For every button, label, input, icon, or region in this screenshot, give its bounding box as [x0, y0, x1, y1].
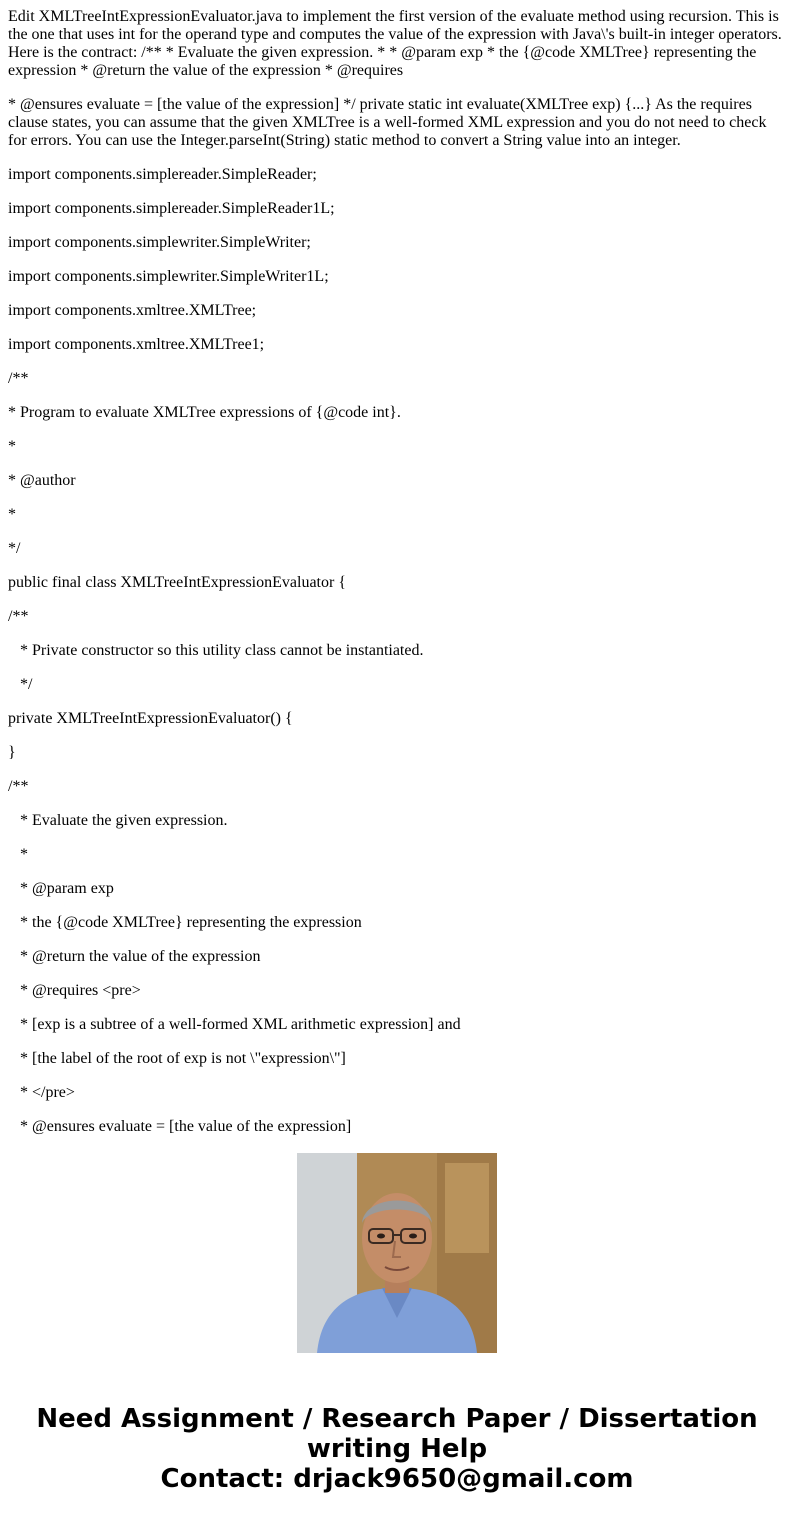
code-line: import components.xmltree.XMLTree1; [8, 336, 265, 353]
code-line: import components.simplereader.SimpleReader1L; [8, 200, 335, 217]
promo-contact: Contact: drjack9650@gmail.com [160, 1464, 634, 1494]
intro-paragraph-2: * @ensures evaluate = [the value of the expression] */ private static int evaluate(XMLTree exp) {...} As the requires clause states, you can assume that the given XMLTree is a well-formed XML expression and you do not need to check for errors. You can use the Integer.parseInt(String) static method to convert a String value into an integer. [8, 96, 771, 149]
code-line: * Program to evaluate XMLTree expressions of {@code int}. [8, 404, 401, 421]
code-line: */ [8, 676, 33, 693]
promo-line-1: Need Assignment / Research Paper / Dissertation [36, 1404, 758, 1434]
code-line: * </pre> [8, 1084, 75, 1101]
avatar [297, 1153, 497, 1353]
avatar-portrait-image [297, 1153, 497, 1353]
code-line: * @ensures evaluate = [the value of the expression] [8, 1118, 352, 1135]
code-line: * [the label of the root of exp is not \"expression\"] [8, 1050, 346, 1067]
code-line: * Evaluate the given expression. [8, 812, 228, 829]
question-text [8, 8, 786, 1135]
code-line: * the {@code XMLTree} representing the expression [8, 914, 362, 931]
code-line: * [8, 846, 28, 863]
code-line: * [8, 506, 16, 523]
code-line: */ [8, 540, 21, 557]
code-line: * @requires <pre> [8, 982, 141, 999]
promo-line-2: writing Help [306, 1434, 488, 1464]
code-line: /** [8, 370, 29, 387]
promo-banner [0, 1404, 794, 1494]
code-line: * @param exp [8, 880, 114, 897]
code-line: * [8, 438, 16, 455]
code-line: private XMLTreeIntExpressionEvaluator() { [8, 710, 293, 727]
code-line: import components.simplewriter.SimpleWriter; [8, 234, 311, 251]
code-line: /** [8, 778, 29, 795]
code-line: import components.xmltree.XMLTree; [8, 302, 257, 319]
code-line: * Private constructor so this utility class cannot be instantiated. [8, 642, 424, 659]
code-line: * @author [8, 472, 76, 489]
code-listing [8, 166, 786, 1136]
code-line: /** [8, 608, 29, 625]
code-line: * @return the value of the expression [8, 948, 261, 965]
code-line: } [8, 744, 16, 761]
code-line: * [exp is a subtree of a well-formed XML arithmetic expression] and [8, 1016, 461, 1033]
intro-paragraph-1: Edit XMLTreeIntExpressionEvaluator.java to implement the first version of the evaluate method using recursion. This is the one that uses int for the operand type and computes the value of the expression with Java\'s built-in integer operators. Here is the contract: /** * Evaluate the given expression. * * @param exp * the {@code XMLTree} representing the expression * @return the value of the expression * @requires [8, 8, 786, 79]
code-line: import components.simplereader.SimpleReader; [8, 166, 317, 183]
code-line: public final class XMLTreeIntExpressionEvaluator { [8, 574, 346, 591]
code-line: import components.simplewriter.SimpleWriter1L; [8, 268, 329, 285]
